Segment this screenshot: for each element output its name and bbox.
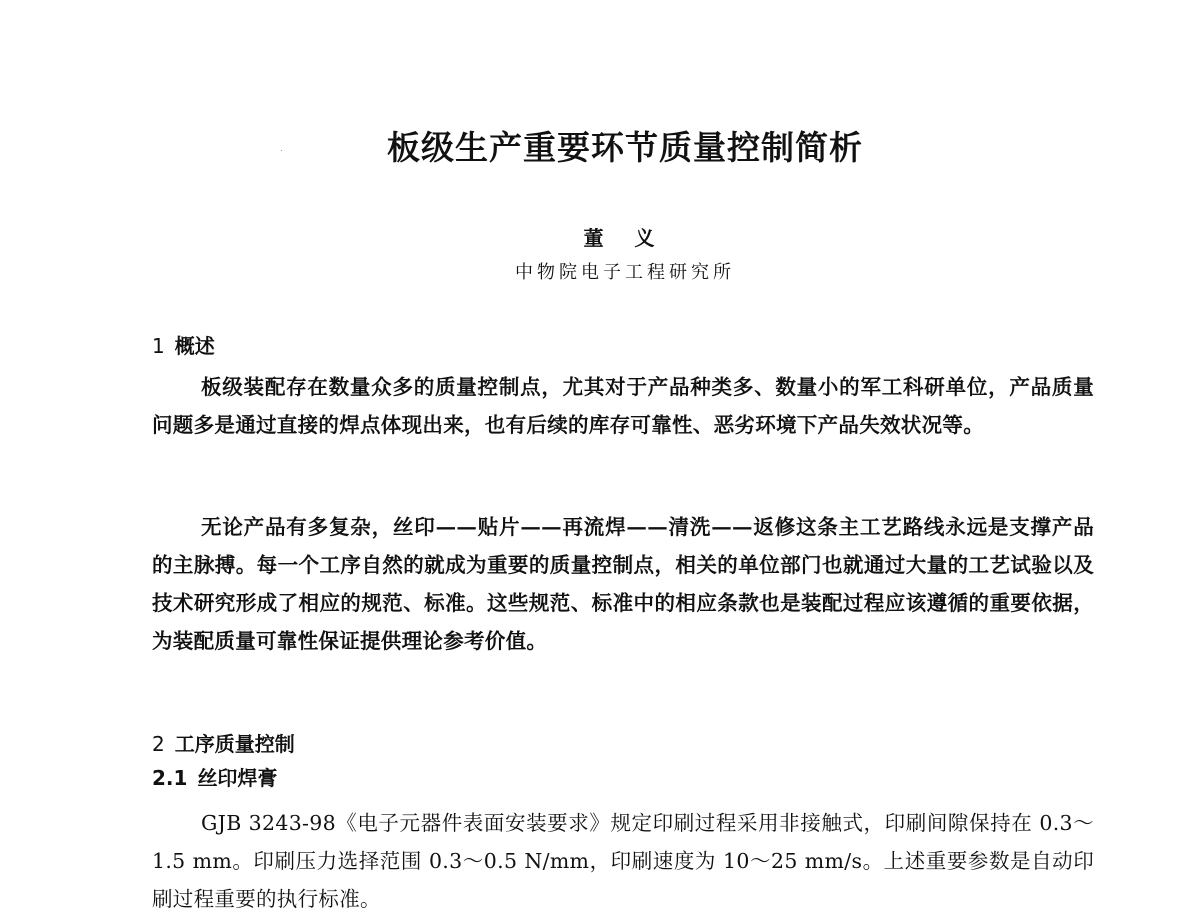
author-name: 董 义 [583, 226, 667, 250]
section-number: 2 [152, 732, 165, 756]
section-number: 1 [152, 334, 165, 358]
subsection-number: 2.1 [152, 766, 188, 790]
section-1-paragraph-1: 板级装配存在数量众多的质量控制点，尤其对于产品种类多、数量小的军工科研单位，产品质量问题多是通过直接的焊点体现出来，也有后续的库存可靠性、恶劣环境下产品失效状况等。 [152, 375, 1094, 437]
paper-title: 板级生产重要环节质量控制简析 [387, 128, 863, 167]
section-1-heading [152, 330, 215, 359]
section-title: 工序质量控制 [174, 732, 295, 756]
author-affiliation: 中物院电子工程研究所 [515, 262, 735, 283]
section-2-heading [152, 728, 295, 757]
subsection-2-1-paragraph-1: GJB 3243-98《电子元器件表面安装要求》规定印刷过程采用非接触式，印刷间隙保持在 0.3～1.5 mm。印刷压力选择范围 0.3～0.5 N/mm，印刷速度为 10～25 mm/s。上述重要参数是自动印刷过程重要的执行标准。 [152, 811, 1094, 911]
subsection-title: 丝印焊膏 [197, 766, 278, 790]
subsection-2-1-heading [152, 762, 277, 791]
section-title: 概述 [174, 334, 215, 358]
section-1-paragraph-2: 无论产品有多复杂，丝印——贴片——再流焊——清洗——返修这条主工艺路线永远是支撑产品的主脉搏。每一个工序自然的就成为重要的质量控制点，相关的单位部门也就通过大量的工艺试验以及技术研究形成了相应的规范、标准。这些规范、标准中的相应条款也是装配过程应该遵循的重要依据，为装配质量可靠性保证提供理论参考价值。 [152, 515, 1094, 653]
